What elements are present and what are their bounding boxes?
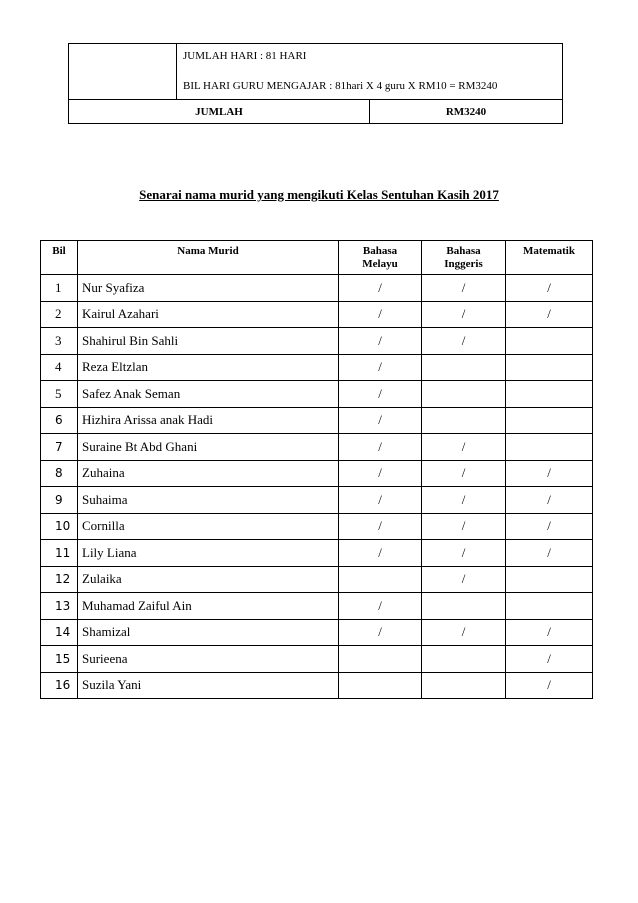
bahasa-melayu-mark: /	[339, 354, 422, 381]
bahasa-melayu-mark: /	[339, 275, 422, 302]
row-number: 16	[41, 672, 78, 699]
student-name: Safez Anak Seman	[78, 381, 339, 408]
bahasa-melayu-mark: /	[339, 434, 422, 461]
student-name: Zuhaina	[78, 460, 339, 487]
bahasa-inggeris-mark	[422, 593, 506, 620]
row-number: 15	[41, 646, 78, 673]
student-name: Shamizal	[78, 619, 339, 646]
row-number: 8	[41, 460, 78, 487]
bahasa-melayu-mark: /	[339, 593, 422, 620]
table-row	[41, 619, 593, 646]
page-title: Senarai nama murid yang mengikuti Kelas Sentuhan Kasih 2017	[139, 187, 499, 202]
bahasa-melayu-mark: /	[339, 301, 422, 328]
table-row	[41, 513, 593, 540]
matematik-mark: /	[506, 460, 593, 487]
bahasa-inggeris-mark	[422, 354, 506, 381]
student-name: Muhamad Zaiful Ain	[78, 593, 339, 620]
table-row	[41, 593, 593, 620]
bahasa-inggeris-mark: /	[422, 540, 506, 567]
student-name: Reza Eltzlan	[78, 354, 339, 381]
table-row	[41, 381, 593, 408]
header-bm-line2: Melayu	[362, 258, 398, 270]
matematik-mark: /	[506, 301, 593, 328]
bahasa-melayu-mark	[339, 672, 422, 699]
bahasa-melayu-mark: /	[339, 460, 422, 487]
total-value: RM3240	[370, 100, 563, 124]
table-row	[41, 301, 593, 328]
matematik-mark	[506, 593, 593, 620]
summary-table	[68, 43, 563, 124]
bahasa-inggeris-mark: /	[422, 566, 506, 593]
header-bm-line1: Bahasa	[362, 245, 398, 257]
matematik-mark	[506, 407, 593, 434]
table-row	[41, 646, 593, 673]
row-number: 13	[41, 593, 78, 620]
bahasa-inggeris-mark	[422, 407, 506, 434]
table-row	[41, 434, 593, 461]
header-nama-murid: Nama Murid	[78, 241, 339, 275]
matematik-mark: /	[506, 540, 593, 567]
bahasa-inggeris-mark: /	[422, 301, 506, 328]
header-matematik: Matematik	[506, 241, 593, 275]
row-number: 4	[41, 354, 78, 381]
student-name: Zulaika	[78, 566, 339, 593]
bahasa-melayu-mark: /	[339, 513, 422, 540]
bahasa-melayu-mark: /	[339, 381, 422, 408]
bahasa-melayu-mark	[339, 566, 422, 593]
matematik-mark: /	[506, 646, 593, 673]
table-row	[41, 275, 593, 302]
table-row	[41, 407, 593, 434]
table-header-row	[41, 241, 593, 275]
total-days-text: JUMLAH HARI : 81 HARI	[183, 50, 307, 62]
student-name: Suraine Bt Abd Ghani	[78, 434, 339, 461]
header-bil: Bil	[41, 241, 78, 275]
student-name: Nur Syafiza	[78, 275, 339, 302]
student-name: Shahirul Bin Sahli	[78, 328, 339, 355]
student-name: Lily Liana	[78, 540, 339, 567]
bahasa-inggeris-mark	[422, 646, 506, 673]
student-name: Suzila Yani	[78, 672, 339, 699]
row-number: 10	[41, 513, 78, 540]
matematik-mark	[506, 328, 593, 355]
row-number: 2	[41, 301, 78, 328]
bahasa-inggeris-mark: /	[422, 487, 506, 514]
header-bahasa-melayu	[339, 241, 422, 275]
bahasa-inggeris-mark	[422, 381, 506, 408]
bahasa-inggeris-mark: /	[422, 619, 506, 646]
bahasa-inggeris-mark	[422, 672, 506, 699]
table-row	[41, 354, 593, 381]
header-bahasa-inggeris	[422, 241, 506, 275]
matematik-mark: /	[506, 275, 593, 302]
row-number: 11	[41, 540, 78, 567]
teaching-days-calculation-text: BIL HARI GURU MENGAJAR : 81hari X 4 guru X RM10 = RM3240	[183, 80, 498, 92]
matematik-mark: /	[506, 513, 593, 540]
bahasa-melayu-mark: /	[339, 407, 422, 434]
row-number: 6	[41, 407, 78, 434]
bahasa-melayu-mark	[339, 646, 422, 673]
summary-info-cell	[177, 44, 563, 100]
bahasa-inggeris-mark: /	[422, 460, 506, 487]
summary-blank-cell	[69, 44, 177, 100]
table-row	[41, 540, 593, 567]
row-number: 14	[41, 619, 78, 646]
row-number: 12	[41, 566, 78, 593]
bahasa-inggeris-mark: /	[422, 513, 506, 540]
matematik-mark: /	[506, 619, 593, 646]
bahasa-melayu-mark: /	[339, 328, 422, 355]
row-number: 3	[41, 328, 78, 355]
table-row	[41, 328, 593, 355]
bahasa-melayu-mark: /	[339, 540, 422, 567]
row-number: 9	[41, 487, 78, 514]
student-rows	[41, 275, 593, 699]
student-name: Suhaima	[78, 487, 339, 514]
row-number: 7	[41, 434, 78, 461]
matematik-mark: /	[506, 487, 593, 514]
header-bi-line1: Bahasa	[446, 245, 481, 257]
table-row	[41, 460, 593, 487]
bahasa-inggeris-mark: /	[422, 275, 506, 302]
row-number: 5	[41, 381, 78, 408]
bahasa-inggeris-mark: /	[422, 434, 506, 461]
student-name: Kairul Azahari	[78, 301, 339, 328]
row-number: 1	[41, 275, 78, 302]
matematik-mark	[506, 354, 593, 381]
table-row	[41, 487, 593, 514]
table-row	[41, 566, 593, 593]
matematik-mark: /	[506, 672, 593, 699]
matematik-mark	[506, 566, 593, 593]
bahasa-melayu-mark: /	[339, 487, 422, 514]
matematik-mark	[506, 434, 593, 461]
student-name: Surieena	[78, 646, 339, 673]
matematik-mark	[506, 381, 593, 408]
header-bi-line2: Inggeris	[444, 258, 483, 270]
bahasa-inggeris-mark: /	[422, 328, 506, 355]
student-name: Cornilla	[78, 513, 339, 540]
bahasa-melayu-mark: /	[339, 619, 422, 646]
student-name: Hizhira Arissa anak Hadi	[78, 407, 339, 434]
student-table	[40, 240, 593, 699]
table-row	[41, 672, 593, 699]
total-label: JUMLAH	[69, 100, 370, 124]
